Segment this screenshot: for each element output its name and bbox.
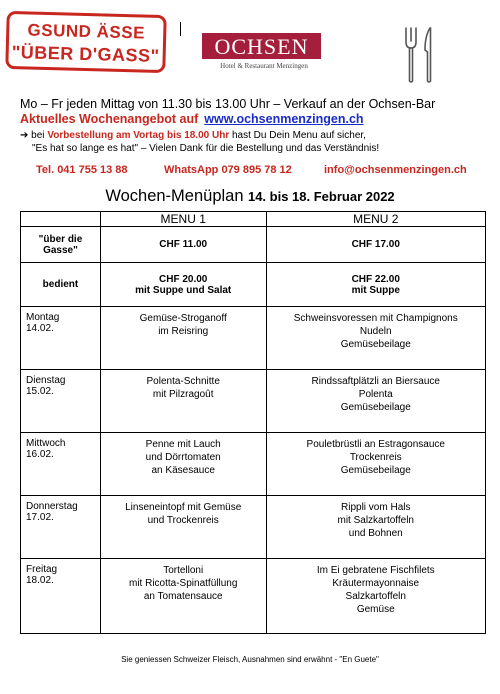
price-menu-2: CHF 22.00 mit Suppe — [266, 263, 486, 307]
day-date: 14.02. — [26, 323, 54, 334]
whatsapp-number[interactable]: WhatsApp 079 895 78 12 — [164, 164, 292, 176]
price-row-label: "über die Gasse" — [21, 227, 101, 263]
day-name: Montag — [26, 312, 60, 323]
arrow-right-icon: ➔ — [20, 130, 29, 141]
day-name: Dienstag — [26, 375, 66, 386]
price-menu-2: CHF 17.00 — [266, 227, 486, 263]
gsund-aesse-stamp-logo — [5, 11, 166, 73]
plan-title-text: Wochen-Menüplan — [105, 187, 244, 205]
price-row — [21, 227, 486, 263]
menu-table — [20, 211, 486, 634]
day-cell — [21, 370, 101, 433]
day-row — [21, 307, 486, 370]
menu-1-dish: Penne mit Lauch und Dörrtomaten an Käsesauce — [100, 433, 266, 496]
menu-2-dish: Im Ei gebratene Fischfilets Kräutermayonnaise Salzkartoffeln Gemüse — [266, 559, 486, 634]
price-menu-1: CHF 20.00 mit Suppe und Salat — [100, 263, 266, 307]
day-name: Donnerstag — [26, 501, 78, 512]
day-name: Freitag — [26, 564, 58, 575]
preorder-prefix: bei — [31, 130, 45, 141]
menu-1-dish: Linseneintopf mit Gemüse und Trockenreis — [100, 496, 266, 559]
day-cell — [21, 496, 101, 559]
weekly-offer-label: Aktuelles Wochenangebot auf — [20, 112, 199, 126]
day-name: Mittwoch — [26, 438, 66, 449]
menu-1-dish: Tortelloni mit Ricotta-Spinatfüllung an Tomatensauce — [100, 559, 266, 634]
day-row — [21, 496, 486, 559]
menu-2-dish: Schweinsvoressen mit Champignons Nudeln Gemüsebeilage — [266, 307, 486, 370]
opening-hours: Mo – Fr jeden Mittag von 11.30 bis 13.00 Uhr – Verkauf an der Ochsen-Bar — [20, 97, 436, 111]
day-row — [21, 559, 486, 634]
preorder-deadline: Vorbestellung am Vortag bis 18.00 Uhr — [47, 130, 230, 141]
ochsen-logo: OCHSEN — [202, 33, 321, 59]
price-row — [21, 263, 486, 307]
day-cell — [21, 559, 101, 634]
table-header-row — [21, 212, 486, 227]
website-link[interactable]: www.ochsenmenzingen.ch — [204, 112, 364, 126]
menu-2-dish: Rindssaftplätzli an Biersauce Polenta Gemüsebeilage — [266, 370, 486, 433]
price-row-label: bedient — [21, 263, 101, 307]
day-date: 17.02. — [26, 512, 54, 523]
stamp-line-2: "ÜBER D'GASS" — [11, 42, 160, 66]
day-date: 15.02. — [26, 386, 54, 397]
ochsen-logo-subtitle: Hotel & Restaurant Menzingen — [220, 62, 308, 70]
header-menu-1: MENU 1 — [100, 212, 266, 227]
footer-note: Sie geniessen Schweizer Fleisch, Ausnahmen sind erwähnt - "En Guete" — [121, 655, 379, 664]
plan-dates: 14. bis 18. Februar 2022 — [247, 189, 395, 204]
day-row — [21, 370, 486, 433]
header-empty — [21, 212, 101, 227]
menu-plan-title — [0, 187, 500, 206]
email-address[interactable]: info@ochsenmenzingen.ch — [324, 164, 467, 176]
day-row — [21, 433, 486, 496]
menu-2-dish: Rippli vom Hals mit Salzkartoffeln und Bohnen — [266, 496, 486, 559]
separator-bar — [180, 22, 181, 36]
day-cell — [21, 433, 101, 496]
menu-2-dish: Pouletbrüstli an Estragonsauce Trockenreis Gemüsebeilage — [266, 433, 486, 496]
preorder-note: "Es hat so lange es hat" – Vielen Dank für die Bestellung und das Verständnis! — [32, 143, 380, 154]
header-menu-2: MENU 2 — [266, 212, 486, 227]
menu-1-dish: Gemüse-Stroganoff im Reisring — [100, 307, 266, 370]
phone-number[interactable]: Tel. 041 755 13 88 — [36, 164, 128, 176]
preorder-suffix: hast Du Dein Menu auf sicher, — [232, 130, 366, 141]
day-date: 16.02. — [26, 449, 54, 460]
day-date: 18.02. — [26, 575, 54, 586]
weekly-offer-line — [20, 112, 364, 126]
preorder-line — [20, 130, 366, 141]
menu-1-dish: Polenta-Schnitte mit Pilzragoût — [100, 370, 266, 433]
stamp-line-1: GSUND ÄSSE — [27, 20, 146, 43]
day-cell — [21, 307, 101, 370]
price-menu-1: CHF 11.00 — [100, 227, 266, 263]
fork-and-knife-icon — [403, 26, 439, 84]
